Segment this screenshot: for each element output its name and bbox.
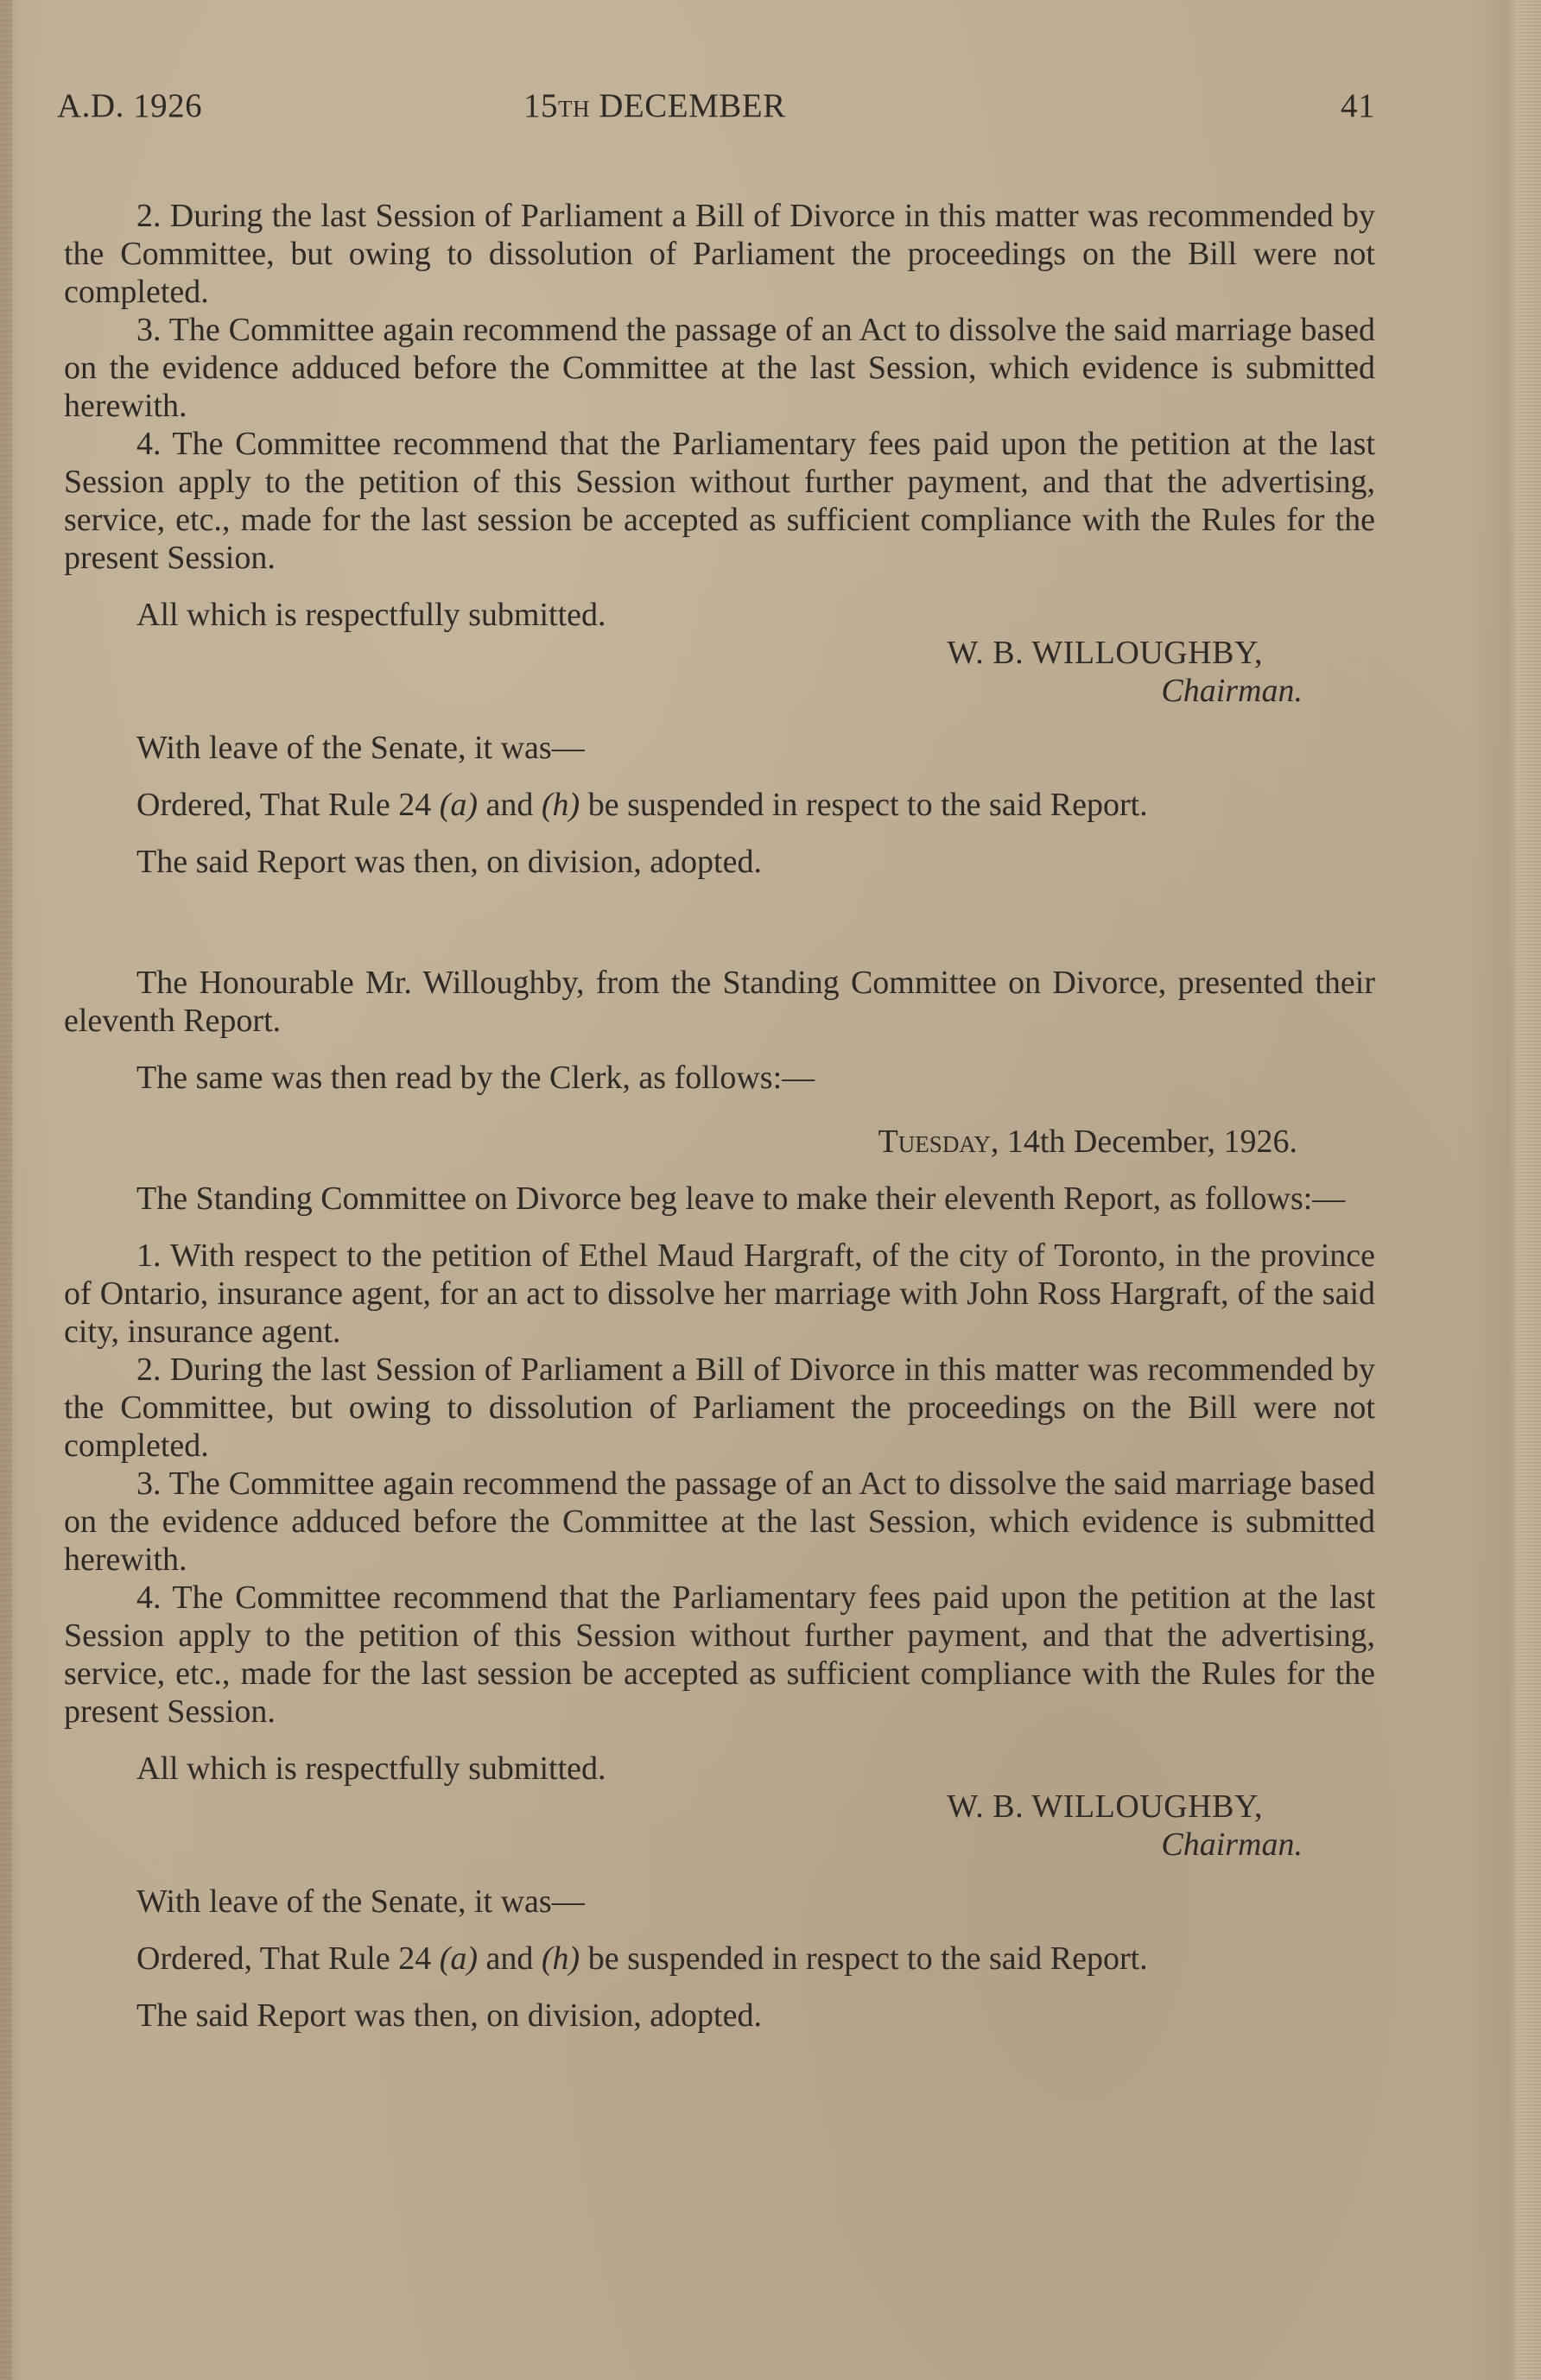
ordered-text-and: and: [478, 1940, 542, 1977]
page-fore-edge: [1515, 0, 1541, 2380]
report-date-rest: , 14th December, 1926.: [990, 1124, 1297, 1160]
signature-name: W. B. WILLOUGHBY,: [947, 635, 1263, 671]
adopted-line: The said Report was then, on division, adopted.: [136, 844, 762, 880]
leave-line: With leave of the Senate, it was—: [136, 1883, 585, 1920]
ordered-text-end: be suspended in respect to the said Report.: [580, 1940, 1148, 1977]
report-preamble: The Standing Committee on Divorce beg leave to make their eleventh Report, as follows:—: [136, 1181, 1346, 1217]
report-paragraph-1: 1. With respect to the petition of Ethel Maud Hargraft, of the city of Toronto, in the province of Ontario, insurance agent, for an act to dissolve her marriage with John Ross Hargraft, of the said city, insurance agent.: [64, 1237, 1375, 1350]
report-paragraph-3: 3. The Committee again recommend the passage of an Act to dissolve the said marriage based on the evidence adduced before the Committee at the last Session, which evidence is submitted herewith.: [64, 312, 1375, 424]
report-date-day: Tuesday: [878, 1124, 991, 1160]
header-year: A.D. 1926: [57, 87, 203, 124]
ordered-paragraph: [64, 786, 1375, 824]
report-paragraph-4: 4. The Committee recommend that the Parliamentary fees paid upon the petition at the last Session apply to the petition of this Session without further payment, and that the advertising, service, etc., made for the last session be accepted as sufficient compliance with the Rules for the present Session.: [64, 1579, 1375, 1730]
adopted-line: The said Report was then, on division, adopted.: [136, 1997, 762, 2034]
page-number: 41: [1341, 87, 1375, 124]
report-paragraph-4: 4. The Committee recommend that the Parliamentary fees paid upon the petition at the last Session apply to the petition of this Session without further payment, and that the advertising, service, etc., made for the last session be accepted as sufficient compliance with the Rules for the present Session.: [64, 426, 1375, 576]
rule-clause-h: (h): [541, 1940, 580, 1977]
clerk-read-line: The same was then read by the Clerk, as follows:—: [136, 1060, 815, 1096]
rule-clause-h: (h): [541, 787, 580, 823]
report-intro: The Honourable Mr. Willoughby, from the Standing Committee on Divorce, presented their eleventh Report.: [64, 965, 1375, 1039]
report-paragraph-3: 3. The Committee again recommend the passage of an Act to dissolve the said marriage based on the evidence adduced before the Committee at the last Session, which evidence is submitted herewith.: [64, 1465, 1375, 1578]
leave-line: With leave of the Senate, it was—: [136, 730, 585, 766]
report-paragraph-2: 2. During the last Session of Parliament a Bill of Divorce in this matter was recommended by the Committee, but owing to dissolution of Parliament the proceedings on the Bill were not completed.: [64, 1351, 1375, 1464]
signature-title: Chairman.: [1161, 1826, 1303, 1863]
rule-clause-a: (a): [439, 1940, 479, 1977]
rule-clause-a: (a): [439, 787, 479, 823]
ordered-text-start: Ordered, That Rule 24: [136, 787, 440, 823]
page-binding-edge: [0, 0, 12, 2380]
header-date: 15th DECEMBER: [523, 87, 786, 124]
ordered-paragraph: [64, 1940, 1375, 1978]
ordered-text-start: Ordered, That Rule 24: [136, 1940, 440, 1977]
ordered-text-end: be suspended in respect to the said Report.: [580, 787, 1148, 823]
page-body: [64, 197, 1375, 2035]
eleventh-report: [64, 964, 1375, 2035]
submitted-line: All which is respectfully submitted.: [136, 597, 606, 633]
ordered-text-and: and: [478, 787, 542, 823]
signature-title: Chairman.: [1161, 673, 1303, 709]
report-date: [64, 1123, 1375, 1161]
report-paragraph-2: 2. During the last Session of Parliament a Bill of Divorce in this matter was recommended by the Committee, but owing to dissolution of Parliament the proceedings on the Bill were not completed.: [64, 198, 1375, 310]
report-continuation: [64, 197, 1375, 881]
signature-name: W. B. WILLOUGHBY,: [947, 1788, 1263, 1825]
submitted-line: All which is respectfully submitted.: [136, 1750, 606, 1787]
running-header: [57, 86, 1375, 138]
